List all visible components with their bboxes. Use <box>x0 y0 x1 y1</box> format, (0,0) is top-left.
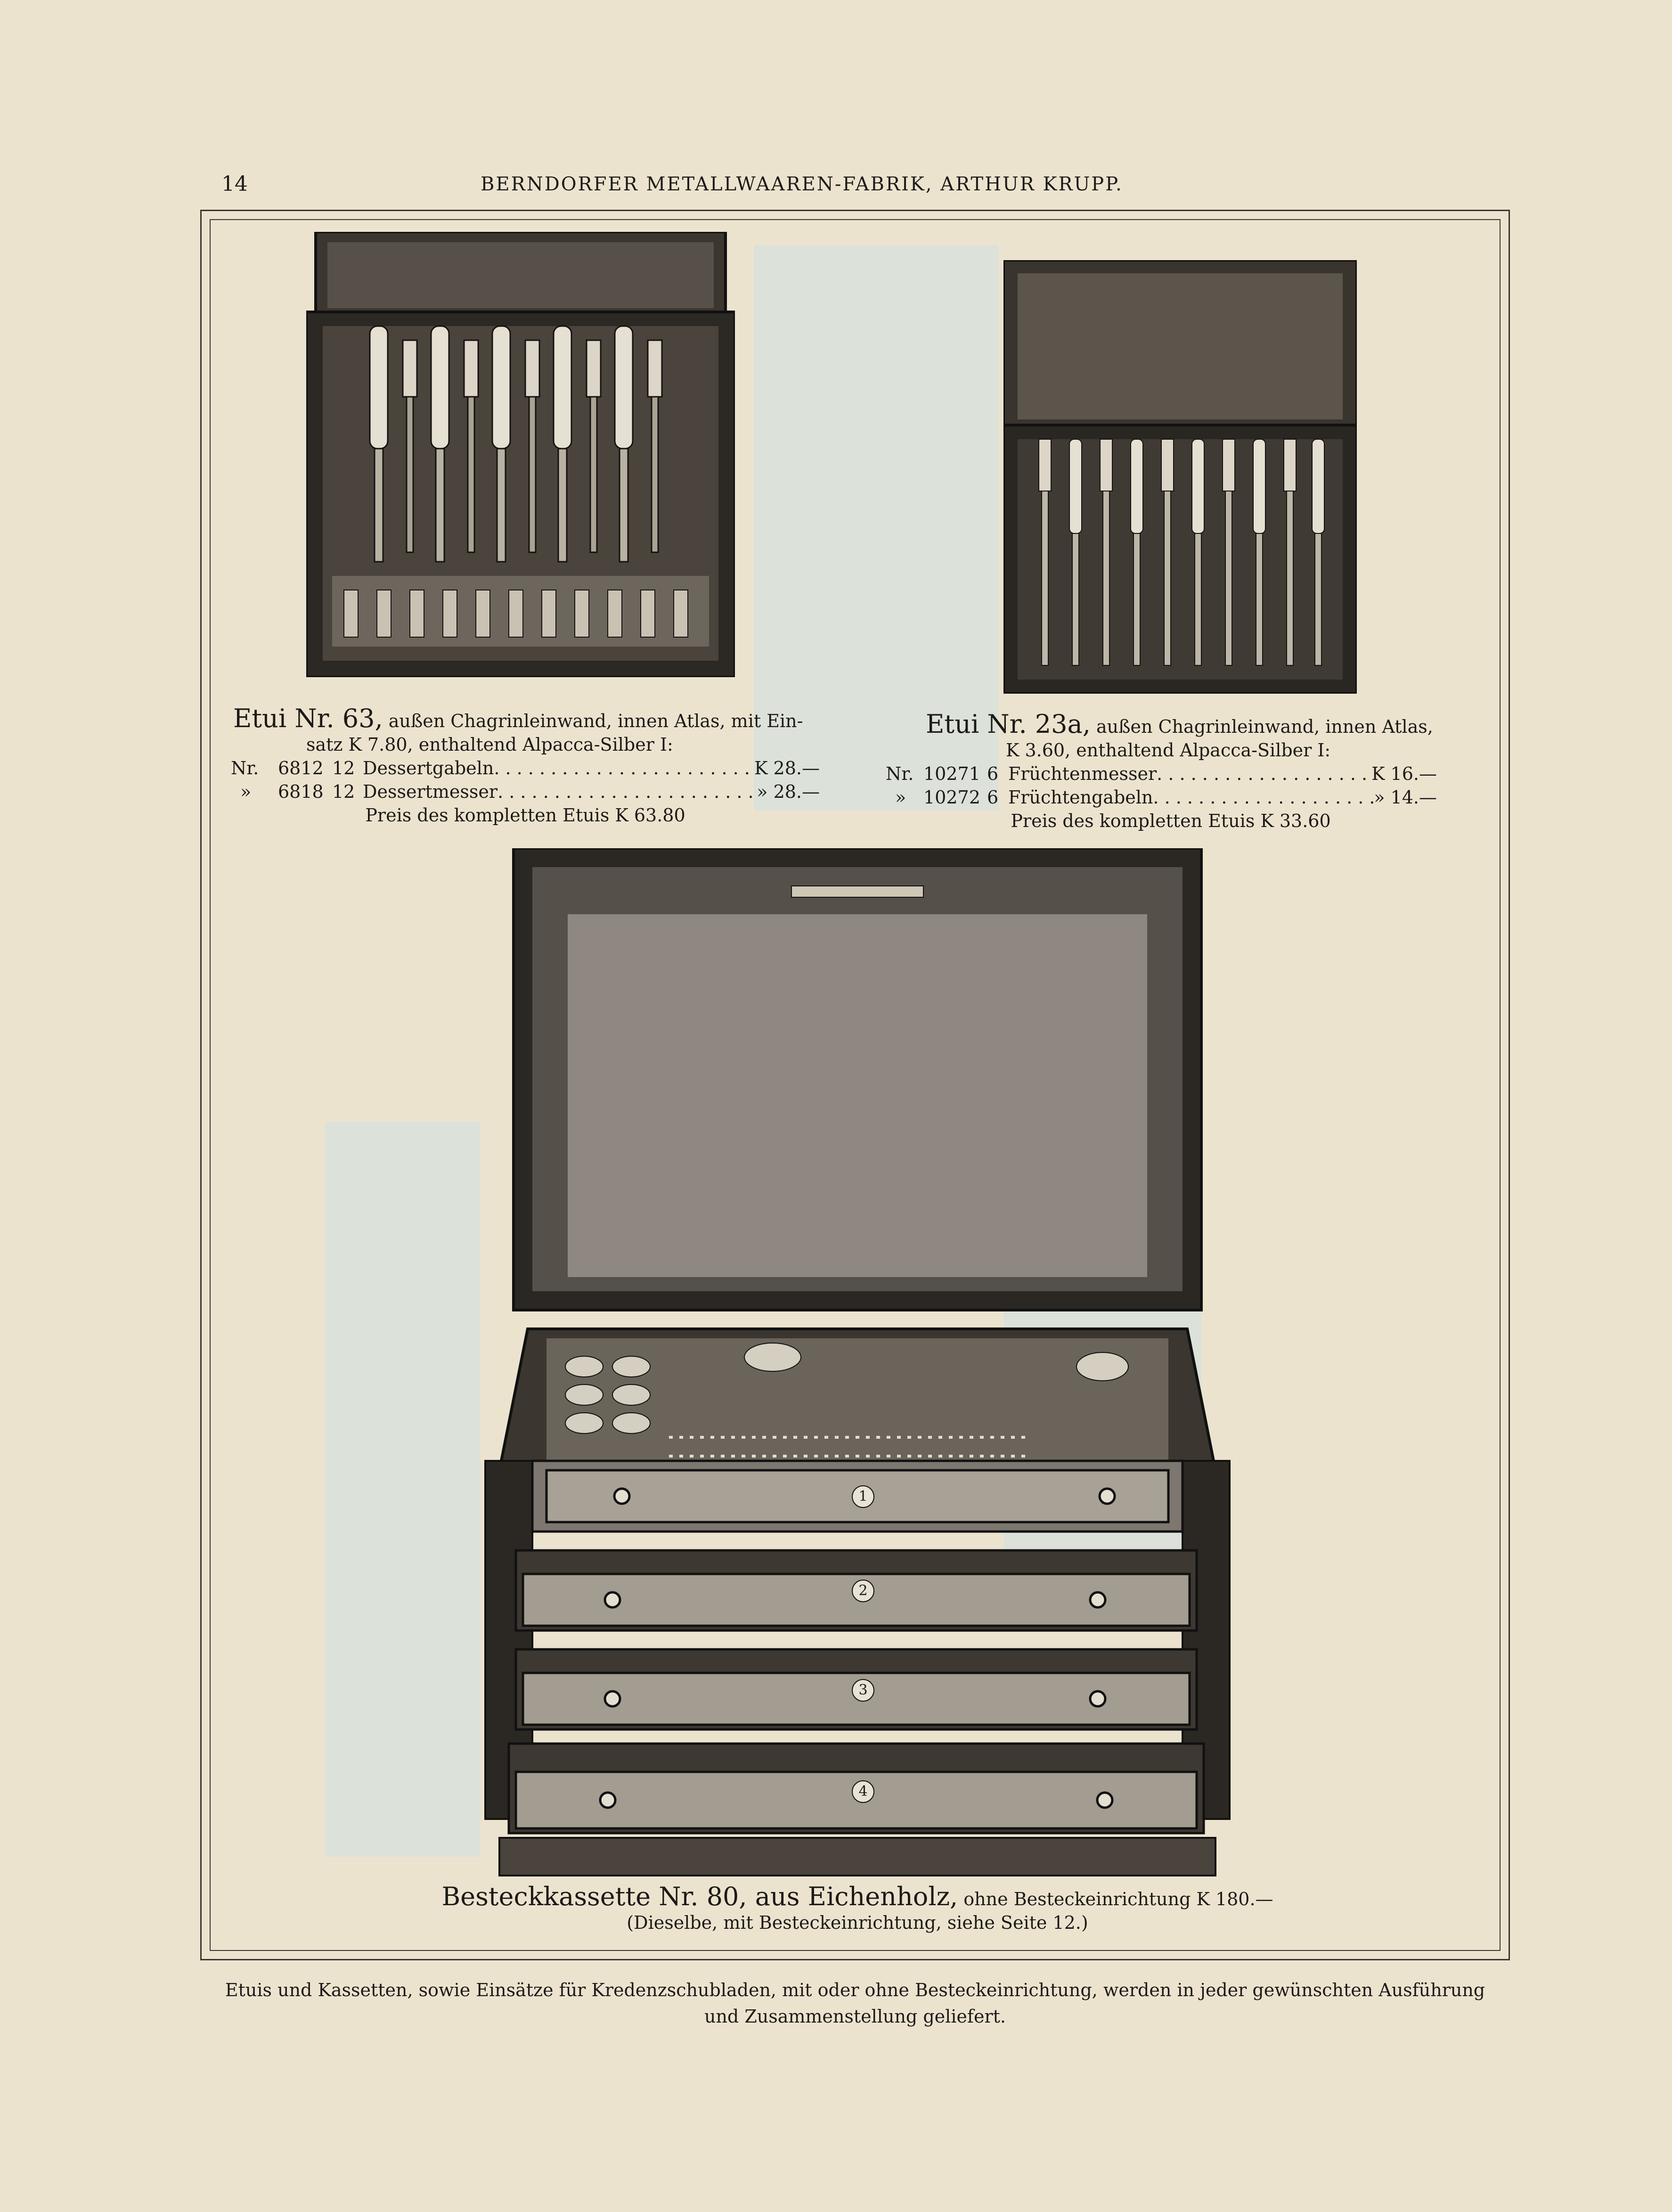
etui-63-title: Etui Nr. 63, außen Chagrinleinwand, innen Atlas, mit Ein- <box>233 704 803 733</box>
price-row: Nr. 10271 6 Früchtenmesser . . . K 16.— <box>886 762 1437 786</box>
etui-63-subtitle: satz K 7.80, enthaltend Alpacca-Silber I: <box>306 734 673 755</box>
etui-23a-subtitle: K 3.60, enthaltend Alpacca-Silber I: <box>1006 740 1331 761</box>
kassette-80-caption <box>264 1882 1451 1934</box>
etui-23a-title: Etui Nr. 23a, außen Chagrinleinwand, innen Atlas, <box>926 709 1433 739</box>
price-row: » 10272 6 Früchtengabeln . . . » 14.— <box>886 786 1437 809</box>
kassette-80-note: (Dieselbe, mit Besteckeinrichtung, siehe Seite 12.) <box>627 1912 1088 1933</box>
bleed-through-shadow <box>325 1122 481 1857</box>
price-row: Nr. 6812 12 Dessertgabeln . . . K 28.— <box>231 756 820 780</box>
page-number: 14 <box>221 172 248 196</box>
kassette-80-title: Besteckkassette Nr. 80, aus Eichenholz, ohne Besteckeinrichtung K 180.— <box>441 1882 1273 1911</box>
drawer-number-2: 2 <box>852 1580 874 1602</box>
etui-23a-illustration <box>1003 260 1357 694</box>
etui-63-total: Preis des kompletten Etuis K 63.80 <box>365 805 685 826</box>
drawer-number-1: 1 <box>852 1485 874 1508</box>
etui-63-illustration <box>306 232 735 677</box>
etui-23a-total: Preis des kompletten Etuis K 33.60 <box>1011 811 1331 831</box>
besteckkassette-80-illustration <box>471 848 1244 1878</box>
running-title: BERNDORFER METALLWAAREN-FABRIK, ARTHUR KRUPP. <box>481 173 1123 195</box>
footer-line-1: Etuis und Kassetten, sowie Einsätze für Kredenzschubladen, mit oder ohne Besteckeinrichtung, werden in jeder gewünschten Ausführung <box>225 1980 1485 2000</box>
drawer-number-3: 3 <box>852 1679 874 1702</box>
drawer-number-4: 4 <box>852 1780 874 1803</box>
etui-63-caption <box>231 704 820 827</box>
price-row: » 6818 12 Dessertmesser . . . » 28.— <box>231 780 820 803</box>
footer-line-2: und Zusammenstellung geliefert. <box>704 2006 1006 2027</box>
footer-note <box>203 1977 1508 2030</box>
etui-23a-caption <box>886 709 1437 833</box>
